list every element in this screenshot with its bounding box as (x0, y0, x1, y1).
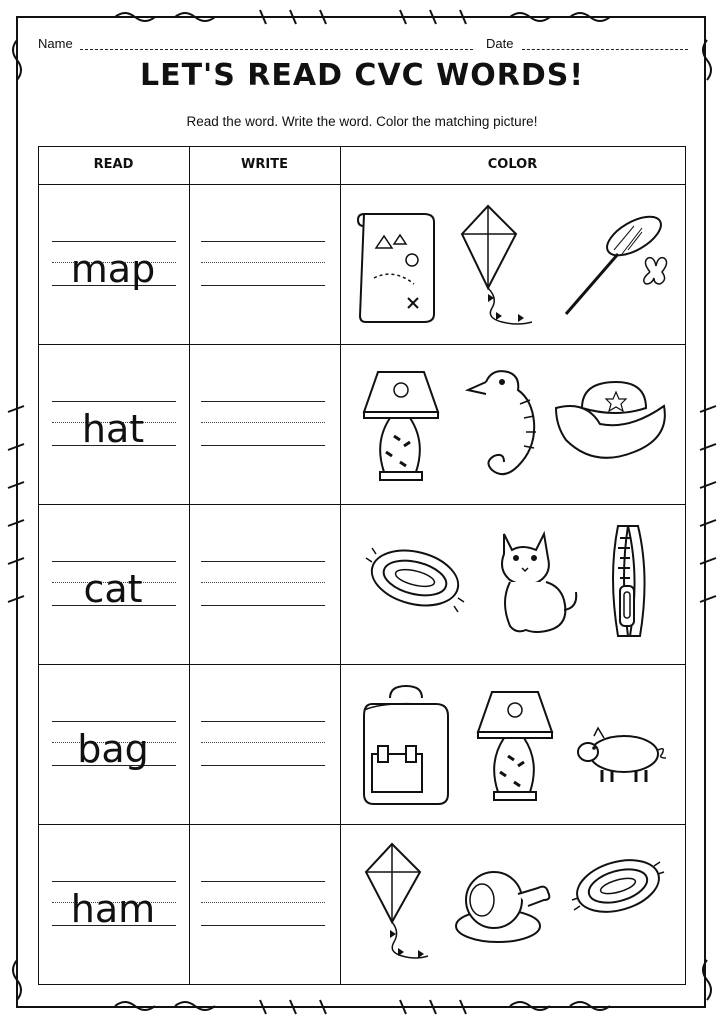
backpack-icon[interactable] (360, 684, 456, 808)
name-date-row (38, 34, 690, 56)
date-field[interactable] (522, 49, 688, 50)
map-icon[interactable] (356, 208, 442, 326)
cat-icon[interactable] (488, 524, 584, 640)
column-header-write: WRITE (241, 157, 288, 172)
kite-icon[interactable] (362, 842, 436, 968)
column-header-read: READ (93, 157, 134, 172)
seahorse-icon[interactable] (466, 364, 546, 490)
read-word: bag (77, 727, 149, 771)
read-word: hat (81, 407, 145, 451)
read-word: map (70, 247, 156, 291)
name-field[interactable] (80, 49, 473, 50)
read-word: cat (83, 567, 143, 611)
column-header-color: COLOR (487, 157, 538, 172)
lamp-icon[interactable] (360, 366, 444, 488)
border-decoration-left (0, 0, 30, 1024)
butterfly-net-icon[interactable] (558, 210, 678, 326)
border-decoration-right (694, 0, 724, 1024)
lamp-icon[interactable] (474, 686, 558, 808)
page-title: LET'S READ CVC WORDS! (139, 58, 585, 93)
pig-icon[interactable] (574, 726, 668, 788)
name-label: Name (38, 36, 73, 51)
worksheet-table (38, 146, 686, 984)
read-word: ham (70, 887, 156, 931)
ham-icon[interactable] (452, 864, 552, 950)
rug-icon[interactable] (568, 848, 668, 924)
date-label: Date (486, 36, 514, 51)
border-decoration-top (0, 0, 724, 30)
hat-icon[interactable] (552, 378, 668, 470)
rug-icon[interactable] (362, 538, 468, 618)
kite-icon[interactable] (458, 204, 548, 328)
instructions: Read the word. Write the word. Color the matching picture! (186, 114, 538, 129)
border-decoration-bottom (0, 994, 724, 1024)
zipper-icon[interactable] (600, 522, 656, 642)
